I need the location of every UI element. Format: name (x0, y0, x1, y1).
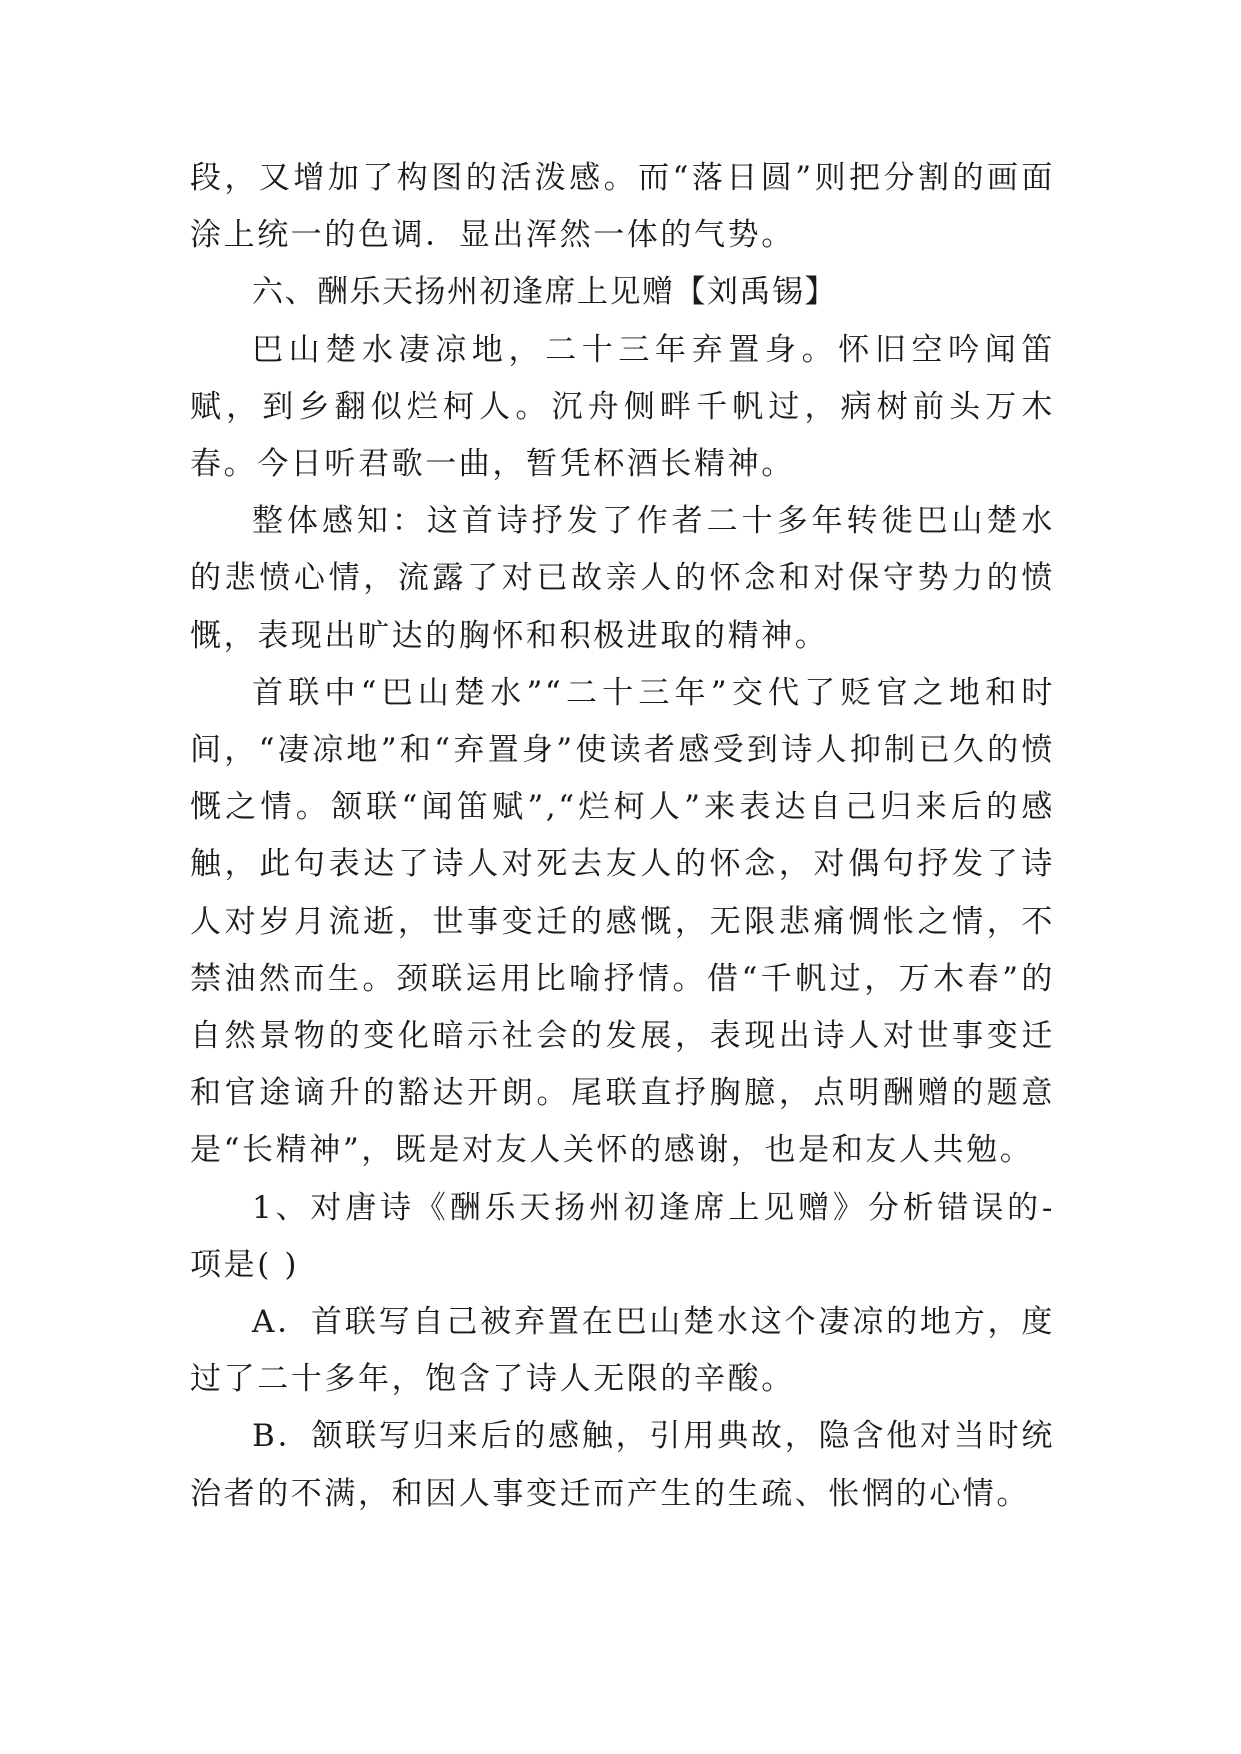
overall-perception-paragraph: 整体感知：这首诗抒发了作者二十多年转徙巴山楚水的悲愤心情，流露了对已故亲人的怀念和对保守势力的愤慨，表现出旷达的胸怀和积极进取的精神。 (190, 503, 1055, 654)
option-b: B．颔联写归来后的感触，引用典故，隐含他对当时统治者的不满，和因人事变迁而产生的生疏、怅惘的心情。 (190, 1418, 1055, 1512)
poem-title: 六、酬乐天扬州初逢席上见赠【刘禹锡】 (252, 274, 837, 311)
paragraph-continuation: 段，又增加了构图的活泼感。而“落日圆”则把分割的画面涂上统一的色调．显出浑然一体的气势。 (190, 160, 1055, 254)
poem-text: 巴山楚水凄凉地，二十三年弃置身。怀旧空吟闻笛赋，到乡翻似烂柯人。沉舟侧畔千帆过，病树前头万木春。今日听君歌一曲，暂凭杯酒长精神。 (190, 331, 1055, 483)
question-1: 1、对唐诗《酬乐天扬州初逢席上见赠》分析错误的-项是( ) (190, 1189, 1055, 1283)
analysis-paragraph: 首联中“巴山楚水”“二十三年”交代了贬官之地和时间，“凄凉地”和“弃置身”使读者感受到诗人抑制已久的愤慨之情。颔联“闻笛赋”,“烂柯人”来表达自己归来后的感触，此句表达了诗人对死去友人的怀念，对偶句抒发了诗人对岁月流逝，世事变迁的感慨，无限悲痛惆怅之情，不禁油然而生。颈联运用比喻抒情。借“千帆过，万木春”的自然景物的变化暗示社会的发展，表现出诗人对世事变迁和官途谪升的豁达开朗。尾联直抒胸臆，点明酬赠的题意是“长精神”，既是对友人关怀的感谢，也是和友人共勉。 (190, 674, 1055, 1169)
document-page (190, 150, 1055, 1523)
option-a: A．首联写自己被弃置在巴山楚水这个凄凉的地方，度过了二十多年，饱含了诗人无限的辛酸。 (190, 1304, 1055, 1398)
